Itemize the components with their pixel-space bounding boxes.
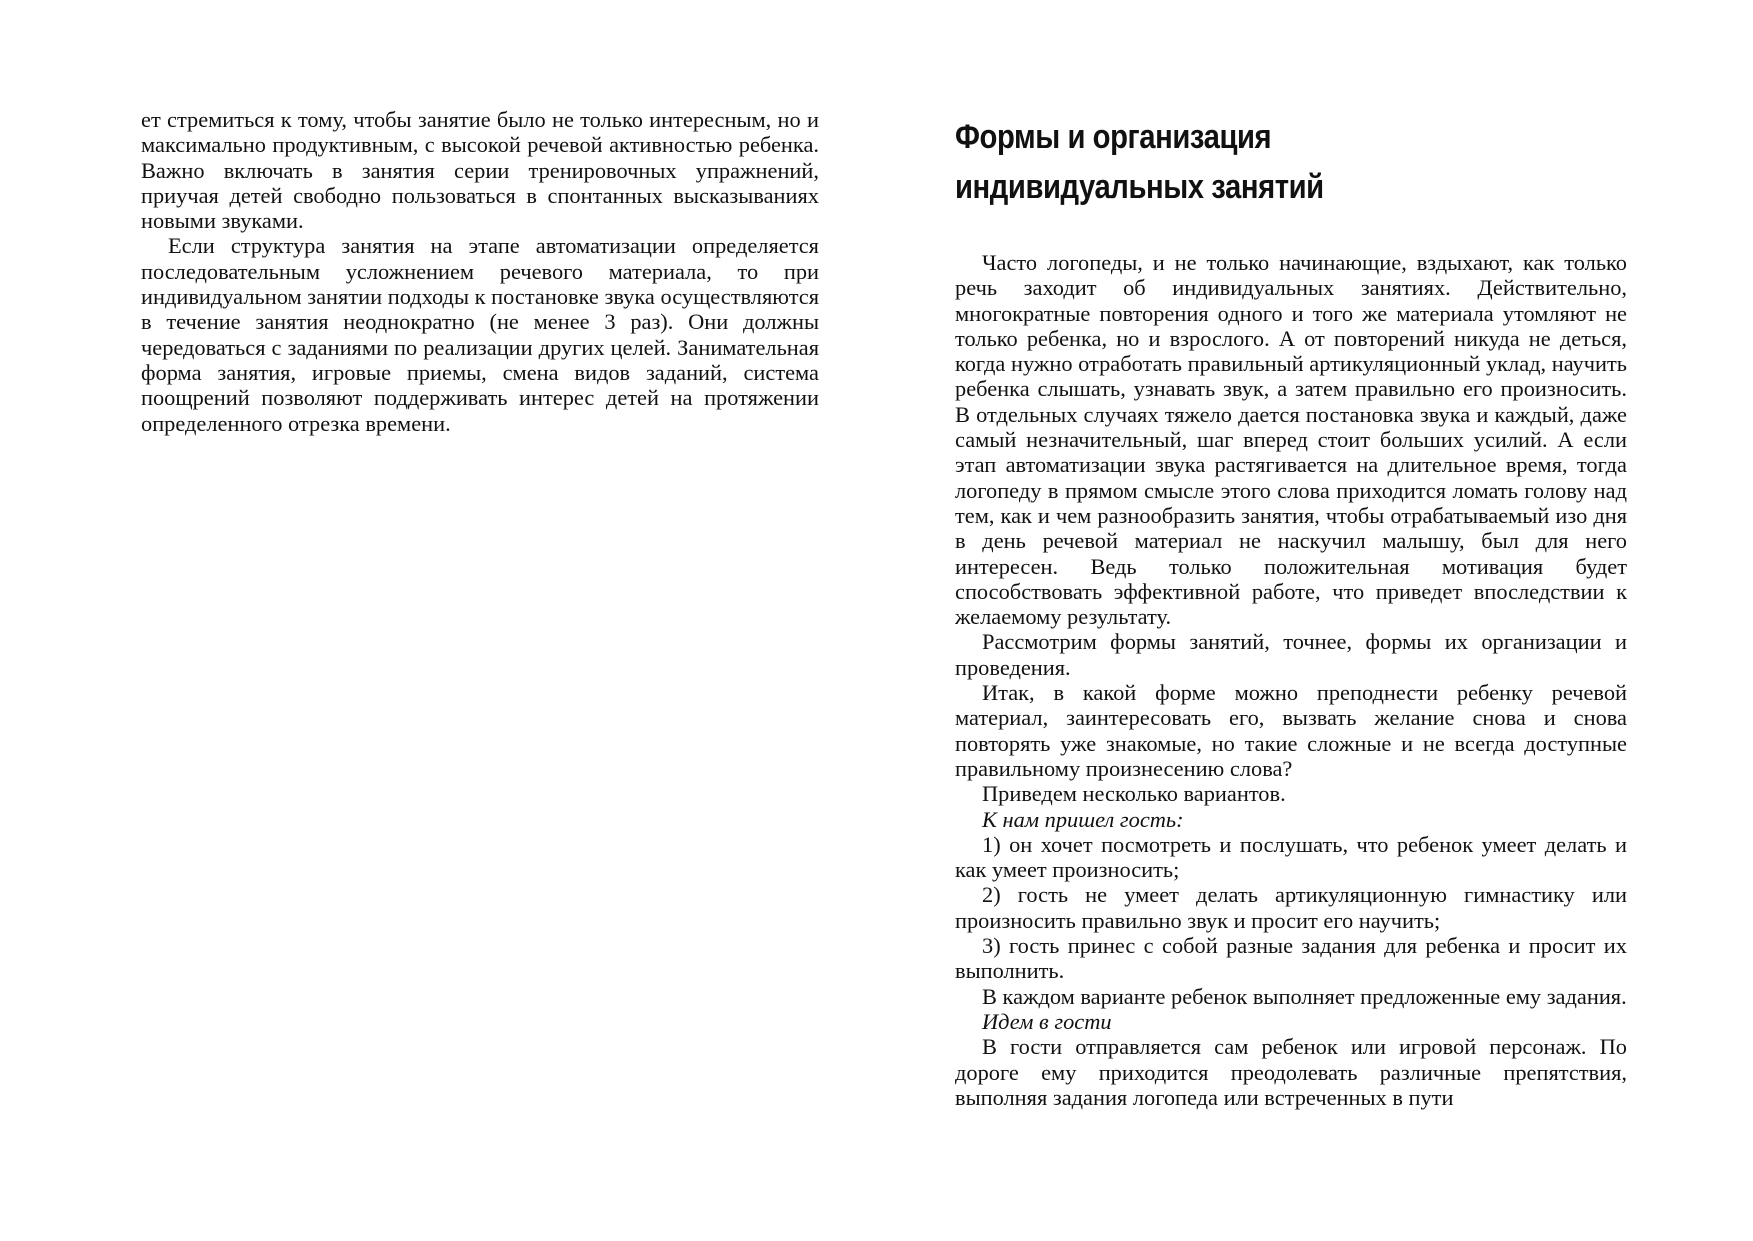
left-paragraph-1: ет стремиться к тому, чтобы занятие было не только интересным, но и максимально продуктивным, с высокой речевой активностью ребенка. Важно включать в занятия серии тренировочных упражнений, приучая детей свободно пользоваться в спонтанных высказываниях новыми звуками. [141, 107, 819, 234]
right-paragraph-variants: Приведем несколько вариантов. [982, 781, 1286, 807]
section-heading-line-2: индивидуальных занятий [955, 168, 1324, 206]
right-page-text [955, 250, 1627, 1110]
right-paragraph-intro: Часто логопеды, и не только начинающие, вздыхают, как только речь заходит об индивидуальных занятиях. Действительно, многократные повторения одного и того же материала утомляют не только ребенка, но и взрослого. А от повторений никуда не деться, когда нужно отработать правильный артикуляционный уклад, научить ребенка слышать, узнавать звук, а затем правильно его произносить. В отдельных случаях тяжело дается постановка звука и каждый, даже самый незначительный, шаг вперед стоит больших усилий. А если этап автоматизации звука растягивается на длительное время, тогда логопеду в прямом смысле этого слова приходится ломать голову над тем, как и чем разнообразить занятия, чтобы отрабатываемый изо дня в день речевой материал не наскучил малышу, был для него интересен. Ведь только положительная мотивация будет способствовать эффективной работе, что приведет впоследствии к желаемому результату. [955, 250, 1627, 630]
right-paragraph-each-variant: В каждом варианте ребенок выполняет предложенные ему задания. [982, 983, 1627, 1009]
right-paragraph-visit: В гости отправляется сам ребенок или игровой персонаж. По дороге ему приходится преодолевать различные препятствия, выполняя задания логопеда или встреченных в пути [955, 1034, 1627, 1110]
list-item-1: 1) он хочет посмотреть и послушать, что ребенок умеет делать и как умеет произносить; [955, 831, 1627, 883]
left-page [141, 107, 819, 436]
right-paragraph-forms: Рассмотрим формы занятий, точнее, формы их организации и проведения. [955, 629, 1627, 680]
list-item-3: 3) гость принес с собой разные задания для ребенка и просит их выполнить. [955, 933, 1627, 984]
subheading-guest: К нам пришел гость: [982, 806, 1184, 832]
section-heading [955, 112, 1533, 212]
right-page [955, 112, 1627, 1110]
left-paragraph-2: Если структура занятия на этапе автоматизации определяется последовательным усложнением речевого материала, то при индивидуальном занятии подходы к постановке звука осуществляются в течение занятия неоднократно (не менее 3 раз). Они должны чередоваться с заданиями по реализации других целей. Занимательная форма занятия, игровые приемы, смена видов заданий, система поощрений позволяют поддерживать интерес детей на протяжении определенного отрезка времени. [141, 233, 819, 436]
list-item-2: 2) гость не умеет делать артикуляционную гимнастику или произносить правильно звук и просит его научить; [955, 882, 1627, 933]
subheading-visit: Идем в гости [982, 1008, 1112, 1034]
right-paragraph-question: Итак, в какой форме можно преподнести ребенку речевой материал, заинтересовать его, вызвать желание снова и снова повторять уже знакомые, но такие сложные и не всегда доступные правильному произнесению слова? [955, 680, 1627, 781]
section-heading-line-1: Формы и организация [955, 118, 1272, 156]
left-page-text [141, 107, 819, 436]
